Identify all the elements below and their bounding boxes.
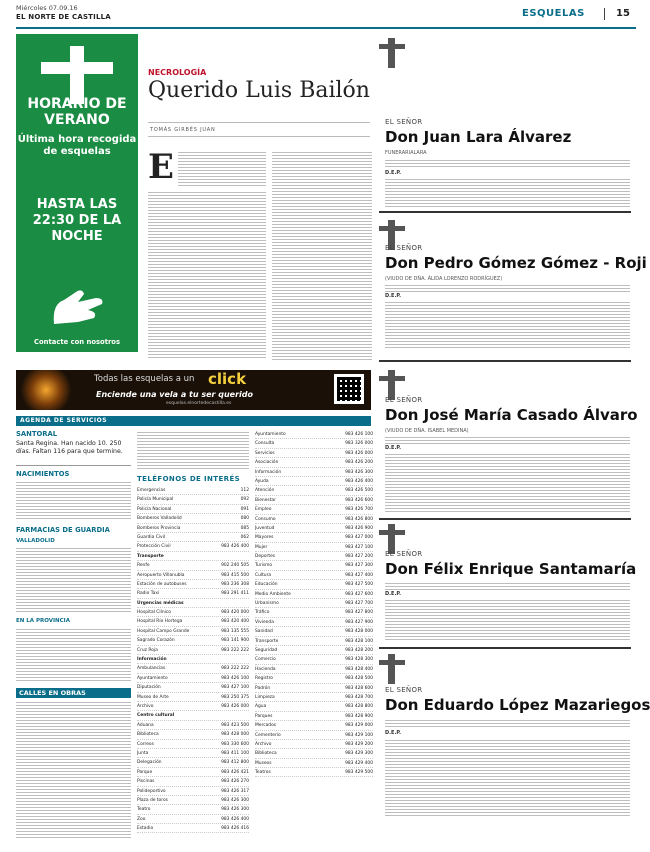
article-text-col1-top [178, 150, 266, 188]
obituary-sub: FUNERARIALARA [385, 150, 427, 156]
phone-label: Hospital Río Hortega [137, 619, 183, 625]
header-separator [604, 8, 605, 20]
obituary-label: EL SEÑOR [385, 396, 423, 404]
phone-row [255, 515, 373, 524]
phone-row [255, 543, 373, 552]
phone-label: Comercio [255, 657, 276, 663]
phone-label: Estadio [137, 826, 154, 832]
phones-heading: TELÉFONOS DE INTERÉS [137, 475, 241, 483]
cross-icon-bar [379, 44, 405, 49]
phone-number: 902 240 505 [221, 563, 249, 569]
phone-row [137, 608, 249, 617]
phone-row [137, 721, 249, 730]
phone-row [137, 777, 249, 786]
obituary-label: EL SEÑOR [385, 244, 423, 252]
agenda-bar: AGENDA DE SERVICIOS [16, 416, 371, 426]
phone-label: Padrón [255, 685, 271, 691]
phone-label: Agua [255, 704, 267, 710]
phone-label: Protección Civil [137, 544, 171, 550]
phone-row [255, 618, 373, 627]
banner-url: esquelas.elnortedecastilla.es [166, 401, 232, 406]
phone-number: 983 426 300 [221, 797, 249, 803]
phone-label: Renfe [137, 563, 150, 569]
phone-row [137, 580, 249, 589]
phone-number: 983 428 800 [345, 704, 373, 710]
phone-row [255, 524, 373, 533]
phone-row [137, 561, 249, 570]
phone-row [137, 702, 249, 711]
phone-row [255, 496, 373, 505]
phone-label: Consulta [255, 441, 275, 447]
obituary-name: Don Eduardo López Mazariegos [385, 696, 650, 714]
phone-number: 983 429 500 [345, 770, 373, 776]
phone-row [255, 580, 373, 589]
phone-number: 983 427 600 [345, 591, 373, 597]
phone-number: 983 426 000 [221, 703, 249, 709]
phone-label: Mayores [255, 535, 274, 541]
phone-number: 983 426 100 [345, 432, 373, 437]
phone-number: 983 426 600 [345, 497, 373, 503]
phone-label: Medio Ambiente [255, 591, 291, 597]
phone-number: 983 427 200 [345, 554, 373, 560]
notice-fax: Fax: 983 41 21 22 [39, 352, 115, 361]
phone-label: Hospital Campo Grande [137, 628, 190, 634]
phone-number: 983 426 421 [221, 769, 249, 775]
phone-number: 983 426 317 [221, 788, 249, 794]
phone-label: Emergencias [137, 488, 166, 493]
header-rule [16, 27, 636, 29]
phone-row [255, 468, 373, 477]
phone-row [137, 533, 249, 542]
phone-row [137, 524, 249, 533]
phone-label: Transporte [137, 553, 164, 559]
phone-number: 091 [240, 506, 249, 512]
summer-hours-notice [16, 34, 138, 361]
phone-number: 983 420 400 [221, 619, 249, 625]
obituary-label: EL SEÑOR [385, 550, 423, 558]
phone-number: 983 429 100 [345, 732, 373, 738]
hand-icon [48, 284, 108, 326]
header-date: Miércoles 07.09.16 [16, 4, 78, 12]
phone-label: Registro [255, 676, 273, 682]
phone-number: 983 429 200 [345, 741, 373, 747]
phone-row [255, 712, 373, 721]
obituary-1 [385, 34, 635, 214]
cross-icon-bar [379, 660, 405, 665]
phone-number: 983 423 500 [221, 722, 249, 728]
phone-row [255, 721, 373, 730]
phone-label: Archivo [255, 741, 272, 747]
phone-label: Teatros [255, 770, 271, 776]
phone-number: 983 428 700 [345, 694, 373, 700]
phone-label: Tráfico [255, 610, 270, 616]
phone-number: 983 426 300 [345, 469, 373, 475]
phone-row [255, 627, 373, 636]
phone-number: 983 420 000 [221, 610, 249, 616]
phone-row [255, 655, 373, 664]
phone-label: Juventud [255, 525, 275, 531]
phone-row [255, 571, 373, 580]
phone-row [137, 674, 249, 683]
phone-label: Guardia Civil [137, 534, 166, 540]
phone-row [137, 693, 249, 702]
phone-label: Cruz Roja [137, 647, 158, 653]
phone-number: 983 326 000 [345, 441, 373, 447]
phone-row [137, 768, 249, 777]
phone-label: Archivo [137, 703, 154, 709]
phone-label: Asociación [255, 460, 279, 466]
phone-label: Junta [137, 750, 149, 756]
phone-row [137, 740, 249, 749]
phone-row [137, 505, 249, 514]
phone-number: 983 222 222 [221, 666, 249, 672]
phone-number: 983 426 500 [345, 488, 373, 494]
farmacias-valladolid: VALLADOLID [16, 538, 55, 544]
phone-number: 092 [240, 497, 249, 503]
phone-label: Museo de Arte [137, 694, 169, 700]
notice-title: HORARIO DE VERANO [27, 96, 127, 128]
phone-label: Museos [255, 760, 272, 766]
cross-icon-bar [41, 62, 113, 74]
article-text-col1 [148, 190, 266, 360]
phone-row [137, 815, 249, 824]
phone-row [255, 486, 373, 495]
phone-label: Deportes [255, 554, 276, 560]
esquelas-banner[interactable] [16, 370, 371, 410]
phone-row [137, 805, 249, 814]
notice-contact: Contacte con nosotros [33, 338, 121, 346]
cross-icon [388, 654, 395, 684]
nacimientos-heading: NACIMIENTOS [16, 470, 70, 478]
phone-row [137, 824, 249, 833]
phone-number: 983 427 700 [345, 601, 373, 607]
article-rule-2 [148, 136, 370, 137]
article-text-col2 [272, 150, 372, 360]
phone-row [255, 665, 373, 674]
phone-label: Vivienda [255, 619, 274, 625]
phone-number: 983 428 000 [221, 732, 249, 738]
phone-row [137, 749, 249, 758]
phone-label: Servicios [255, 450, 275, 456]
phones-left-list [137, 486, 249, 833]
phone-row [255, 646, 373, 655]
phone-row [255, 731, 373, 740]
phone-number: 983 426 270 [221, 779, 249, 785]
phone-row [255, 702, 373, 711]
phone-number: 983 426 400 [221, 816, 249, 822]
obituary-label: EL SEÑOR [385, 118, 423, 126]
phone-label: Mujer [255, 544, 268, 550]
phone-number: 983 250 375 [221, 694, 249, 700]
obituary-dep: D.E.P. [385, 445, 402, 451]
phone-label: Biblioteca [137, 732, 159, 738]
cross-icon-bar [379, 376, 405, 381]
phone-row [255, 599, 373, 608]
phone-number: 983 426 700 [345, 507, 373, 513]
phone-label: Limpieza [255, 694, 275, 700]
phone-number: 983 427 300 [345, 563, 373, 569]
phone-label: Correos [137, 741, 154, 747]
obituary-label: EL SEÑOR [385, 686, 423, 694]
phone-row [255, 637, 373, 646]
phone-row [255, 674, 373, 683]
obituary-5 [385, 652, 650, 842]
phone-label: Sagrado Corazón [137, 638, 175, 644]
phone-label: Educación [255, 582, 278, 588]
phone-row [137, 683, 249, 692]
phone-number: 983 426 900 [345, 525, 373, 531]
phone-row [137, 599, 249, 608]
phone-row [137, 486, 249, 495]
phone-label: Polideportivo [137, 788, 166, 794]
obituary-3 [385, 368, 638, 518]
phone-label: Bomberos Provincia [137, 525, 181, 531]
phone-label: Sanidad [255, 629, 273, 635]
phone-number: 085 [240, 525, 249, 531]
phone-row [137, 787, 249, 796]
phone-label: Turismo [255, 563, 273, 569]
phone-label: Biblioteca [255, 751, 277, 757]
phone-row [137, 627, 249, 636]
phone-number: 983 428 300 [345, 657, 373, 663]
phone-row [137, 542, 249, 551]
phone-label: Centro cultural [137, 713, 175, 719]
phone-number: 983 426 100 [221, 675, 249, 681]
phone-number: 983 427 800 [345, 610, 373, 616]
phone-number: 983 222 222 [221, 647, 249, 653]
phone-number: 983 428 500 [345, 676, 373, 682]
phone-number: 983 411 100 [221, 750, 249, 756]
phone-label: Consumo [255, 516, 276, 522]
farmacias-provincia: EN LA PROVINCIA [16, 618, 70, 624]
phone-number: 983 291 411 [221, 591, 249, 597]
phone-row [255, 439, 373, 448]
obituary-name: Don Félix Enrique Santamaría [385, 560, 637, 578]
phone-label: Delegación [137, 760, 162, 766]
phone-row [255, 740, 373, 749]
phone-row [255, 477, 373, 486]
phone-number: 983 428 900 [345, 713, 373, 719]
header-section: ESQUELAS [522, 8, 585, 19]
phone-row [137, 730, 249, 739]
obituary-dep: D.E.P. [385, 293, 402, 299]
phone-row [255, 430, 373, 439]
phone-row [137, 711, 249, 720]
phone-number: 983 415 500 [221, 572, 249, 578]
banner-line1: Todas las esquelas a un [94, 374, 195, 384]
phone-number: 983 426 416 [221, 826, 249, 832]
phone-row [137, 664, 249, 673]
phone-row [137, 655, 249, 664]
obras-heading: CALLES EN OBRAS [16, 688, 131, 698]
phone-number: 983 236 308 [221, 581, 249, 587]
phone-number: 062 [240, 534, 249, 540]
phone-label: Información [137, 657, 167, 663]
cross-icon [388, 38, 395, 68]
phone-label: Mercados [255, 723, 277, 729]
phone-label: Ayuda [255, 478, 269, 484]
phone-label: Ayuntamiento [137, 675, 168, 681]
phone-number: 983 426 400 [345, 478, 373, 484]
phone-row [255, 590, 373, 599]
phone-row [137, 589, 249, 598]
phone-label: Estación de autobuses [137, 581, 187, 587]
phone-number: 983 135 555 [221, 628, 249, 634]
phone-label: Diputación [137, 685, 161, 691]
phone-row [137, 495, 249, 504]
phone-label: Radio Taxi [137, 591, 160, 597]
phone-number: 983 429 000 [345, 723, 373, 729]
phone-label: Información [255, 469, 282, 475]
article-kicker: NECROLOGÍA [148, 68, 207, 77]
phone-number: 983 428 600 [345, 685, 373, 691]
phone-number: 983 427 900 [345, 619, 373, 625]
phone-number: 983 426 000 [345, 450, 373, 456]
header-paper-name: EL NORTE DE CASTILLA [16, 13, 111, 21]
article-author: TOMÁS GIRBÉS JUAN [150, 127, 216, 133]
phone-label: Aduana [137, 722, 154, 728]
phone-row [255, 552, 373, 561]
phone-number: 983 428 200 [345, 647, 373, 653]
header-page-number: 15 [616, 8, 630, 19]
obituary-dep: D.E.P. [385, 170, 402, 176]
phone-label: Bomberos Valladolid [137, 516, 182, 522]
phones-right-list [255, 430, 373, 777]
santoral-text: Santa Regina. Han nacido 10. 250 días. Faltan 116 para que termine. [16, 440, 123, 455]
phone-label: Empleo [255, 507, 272, 513]
phone-row [255, 759, 373, 768]
phone-number: 983 429 300 [345, 751, 373, 757]
phone-number: 983 427 000 [345, 535, 373, 541]
phone-row [255, 693, 373, 702]
phone-row [137, 552, 249, 561]
phone-label: Hacienda [255, 666, 276, 672]
farmacias-heading: FARMACIAS DE GUARDIA [16, 526, 110, 534]
phone-row [255, 533, 373, 542]
phone-number: 983 426 300 [221, 807, 249, 813]
obituary-dep: D.E.P. [385, 730, 402, 736]
phone-label: Teatro [137, 807, 151, 813]
article-rule [148, 122, 370, 123]
obituary-4 [385, 522, 635, 647]
phone-label: Zoo [137, 816, 146, 822]
obituary-dep: D.E.P. [385, 591, 402, 597]
phone-row [137, 646, 249, 655]
phone-label: Plaza de toros [137, 797, 168, 803]
phone-number: 983 427 400 [345, 572, 373, 578]
phone-row [137, 514, 249, 523]
phone-number: 112 [240, 488, 249, 493]
phone-label: Urgencias médicas [137, 600, 184, 606]
phone-label: Policía Nacional [137, 506, 172, 512]
banner-click: click [208, 370, 247, 388]
candle-image [16, 370, 76, 410]
phone-label: Cultura [255, 572, 272, 578]
phone-number: 983 427 500 [345, 582, 373, 588]
phone-number: 983 330 600 [221, 741, 249, 747]
phone-label: Parques [255, 713, 273, 719]
santoral-heading: SANTORAL [16, 430, 58, 438]
phone-number: 983 427 100 [221, 685, 249, 691]
phone-label: Piscinas [137, 779, 155, 785]
phone-number: 983 426 800 [345, 516, 373, 522]
phone-row [137, 617, 249, 626]
phone-label: Cementerio [255, 732, 281, 738]
phone-row [255, 458, 373, 467]
phone-label: Aeropuerto Villanubla [137, 572, 185, 578]
phone-number: 983 428 000 [345, 629, 373, 635]
obituary-name: Don Pedro Gómez Gómez - Roji [385, 254, 647, 272]
article-title: Querido Luis Bailón [148, 78, 370, 103]
phone-row [255, 768, 373, 777]
phone-row [255, 684, 373, 693]
phone-row [137, 758, 249, 767]
phone-number: 080 [240, 516, 249, 522]
phone-row [255, 449, 373, 458]
banner-line2: Enciende una vela a tu ser querido [96, 390, 254, 399]
phone-label: Urbanismo [255, 601, 279, 607]
cross-icon-bar [379, 226, 405, 231]
phone-label: Atención [255, 488, 275, 494]
obituary-2 [385, 220, 647, 360]
obituary-name: Don Juan Lara Álvarez [385, 128, 572, 146]
phone-label: Policía Municipal [137, 497, 174, 503]
phone-label: Bienestar [255, 497, 276, 503]
phone-number: 983 141 900 [221, 638, 249, 644]
phone-label: Ayuntamiento [255, 432, 286, 437]
phone-label: Seguridad [255, 647, 278, 653]
qr-code-icon[interactable] [334, 374, 364, 404]
article-dropcap: E [148, 147, 174, 187]
obituary-sub: (VIUDO DE DÑA. ÁLIDA LORENZO RODRÍGUEZ) [385, 276, 503, 282]
phone-number: 983 426 200 [345, 460, 373, 466]
phone-number: 983 427 100 [345, 544, 373, 550]
phone-number: 983 412 800 [221, 760, 249, 766]
phone-label: Parque [137, 769, 153, 775]
phone-number: 983 428 100 [345, 638, 373, 644]
phone-label: Ambulancias [137, 666, 166, 672]
phone-number: 983 429 400 [345, 760, 373, 766]
notice-subtitle: Última hora recogida de esquelas [17, 134, 137, 157]
phone-row [255, 505, 373, 514]
notice-deadline: HASTA LAS 22:30 DE LA NOCHE [32, 197, 122, 244]
phone-label: Transporte [255, 638, 279, 644]
obituary-sub: (VIUDO DE DÑA. ISABEL MEDINA) [385, 428, 469, 434]
phone-number: 983 428 400 [345, 666, 373, 672]
phone-row [137, 636, 249, 645]
phone-row [255, 608, 373, 617]
phone-row [137, 571, 249, 580]
phone-row [255, 561, 373, 570]
cross-icon-bar [379, 530, 405, 535]
phone-row [137, 796, 249, 805]
phone-number: 983 426 400 [221, 544, 249, 550]
phone-label: Hospital Clínico [137, 610, 171, 616]
obituary-name: Don José María Casado Álvaro [385, 406, 638, 424]
phone-row [255, 749, 373, 758]
